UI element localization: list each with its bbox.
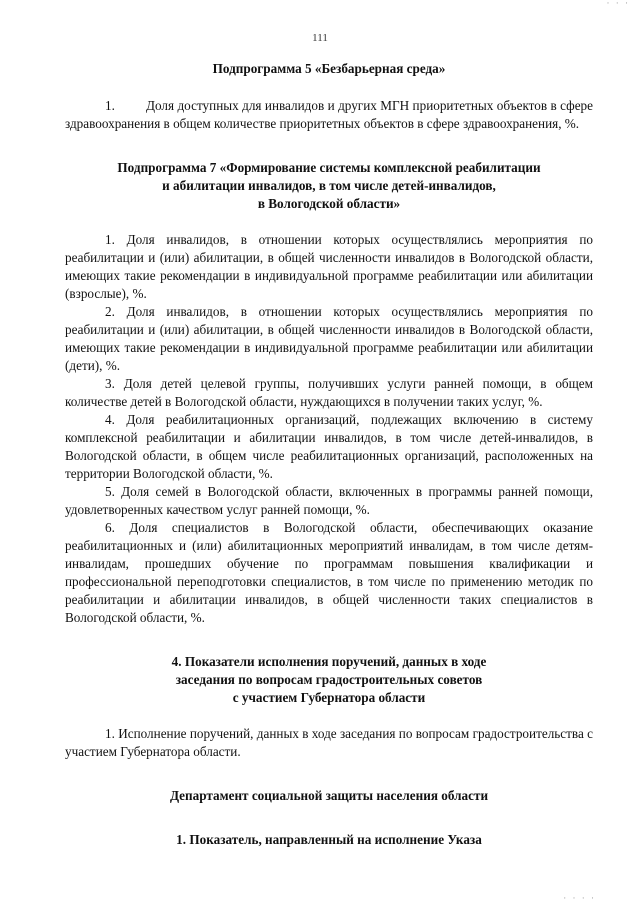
heading-section-4-line-1: 4. Показатели исполнения поручений, данных в ходе [171,654,487,669]
subprogram-7-item-6: 6. Доля специалистов в Вологодской области, обеспечивающих оказание реабилитационных и (или) абилитационных мероприятий инвалидам, в том числе детям-инвалидам, прошедших обучение по программам повышения квалификации и профессиональной переподготовки специалистов, в том числе по применению методик по реабилитации и абилитации инвалидов, в общей численности таких специалистов в Вологодской области, %. [65,520,593,625]
subprogram-7-item-4: 4. Доля реабилитационных организаций, подлежащих включению в систему комплексной реабилитации и абилитации инвалидов, в том числе детей-инвалидов, в Вологодской области, в общем числе реабилитационных организаций, расположенных на территории Вологодской области, %. [65,412,593,481]
subprogram-5-item-1 [65,97,593,133]
heading-subprogram-7-line-2: и абилитации инвалидов, в том числе детей-инвалидов, [162,178,496,193]
subprogram-7-item-3: 3. Доля детей целевой группы, получивших услуги ранней помощи, в общем количестве детей в Вологодской области, нуждающихся в получении таких услуг, %. [65,376,593,409]
page-number: 111 [312,32,328,44]
corner-mark-top: · · · [606,0,630,8]
subprogram-7-item-2: 2. Доля инвалидов, в отношении которых осуществлялись мероприятия по реабилитации и (или) абилитации, в общей численности инвалидов в Вологодской области, имеющих такие рекомендации в индивидуальной программе реабилитации или абилитации (дети), %. [65,304,593,373]
department-heading: Департамент социальной защиты населения области [169,788,489,803]
heading-section-4-line-2: заседания по вопросам градостроительных советов [175,672,483,687]
corner-mark-bottom: · · · · [563,893,596,903]
final-heading: 1. Показатель, направленный на исполнение Указа [176,832,482,847]
section-4-item-1: 1. Исполнение поручений, данных в ходе заседания по вопросам градостроительства с участием Губернатора области. [65,726,593,759]
subprogram-7-item-5: 5. Доля семей в Вологодской области, включенных в программы ранней помощи, удовлетворенных качеством услуг ранней помощи, %. [65,484,593,517]
heading-subprogram-7-line-1: Подпрограмма 7 «Формирование системы комплексной реабилитации [117,160,541,175]
subprogram-7-item-1: 1. Доля инвалидов, в отношении которых осуществлялись мероприятия по реабилитации и (или) абилитации, в общей численности инвалидов в Вологодской области, имеющих такие рекомендации в индивидуальной программе реабилитации или абилитации (взрослые), %. [65,232,593,301]
document-body [65,60,593,849]
heading-section-4-line-3: с участием Губернатора области [232,690,426,705]
heading-subprogram-7-line-3: в Вологодской области» [257,196,401,211]
heading-subprogram-5: Подпрограмма 5 «Безбарьерная среда» [212,61,446,76]
item-number: 1. [105,98,115,113]
item-text: Доля доступных для инвалидов и других МГН приоритетных объектов в сфере здравоохранения в общем количестве приоритетных объектов в сфере здравоохранения, %. [65,98,593,131]
